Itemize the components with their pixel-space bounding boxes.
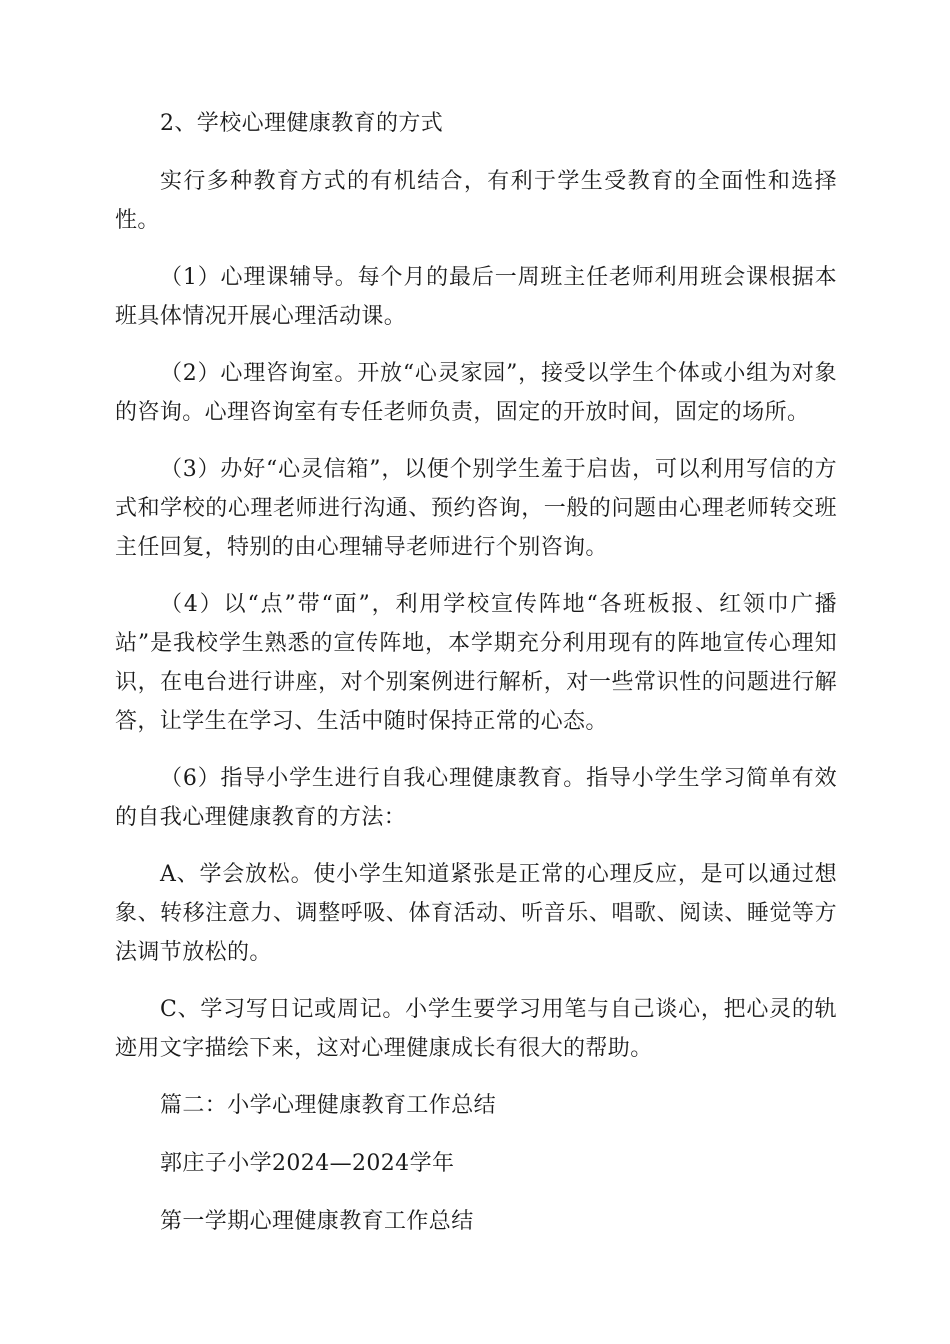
document-page [115,104,837,1241]
paragraph-item-2: （2）心理咨询室。开放“心灵家园”，接受以学生个体或小组为对象的咨询。心理咨询室有专任老师负责，固定的开放时间，固定的场所。 [115,361,837,425]
chapter-title: 篇二：小学心理健康教育工作总结 [160,1093,497,1118]
summary-title: 第一学期心理健康教育工作总结 [160,1209,474,1234]
paragraph-item-6: （6）指导小学生进行自我心理健康教育。指导小学生学习简单有效的自我心理健康教育的方法： [115,766,837,830]
paragraph-item-4: （4）以“点”带“面”，利用学校宣传阵地“各班板报、红领巾广播站”是我校学生熟悉的宣传阵地，本学期充分利用现有的阵地宣传心理知识，在电台进行讲座，对个别案例进行解析，对一些常识性的问题进行解答，让学生在学习、生活中随时保持正常的心态。 [115,592,837,734]
paragraph-item-1: （1）心理课辅导。每个月的最后一周班主任老师利用班会课根据本班具体情况开展心理活动课。 [115,265,837,329]
paragraph-intro: 实行多种教育方式的有机结合，有利于学生受教育的全面性和选择性。 [115,169,837,233]
school-year-line: 郭庄子小学2024—2024学年 [160,1151,455,1176]
paragraph-item-3: （3）办好“心灵信箱”，以便个别学生羞于启齿，可以利用写信的方式和学校的心理老师进行沟通、预约咨询，一般的问题由心理老师转交班主任回复，特别的由心理辅导老师进行个别咨询。 [115,457,837,560]
paragraph-method-c: C、学习写日记或周记。小学生要学习用笔与自己谈心，把心灵的轨迹用文字描绘下来，这对心理健康成长有很大的帮助。 [115,997,837,1061]
paragraph-method-a: A、学会放松。使小学生知道紧张是正常的心理反应，是可以通过想象、转移注意力、调整呼吸、体育活动、听音乐、唱歌、阅读、睡觉等方法调节放松的。 [115,862,837,965]
section-heading: 2、学校心理健康教育的方式 [160,111,444,136]
